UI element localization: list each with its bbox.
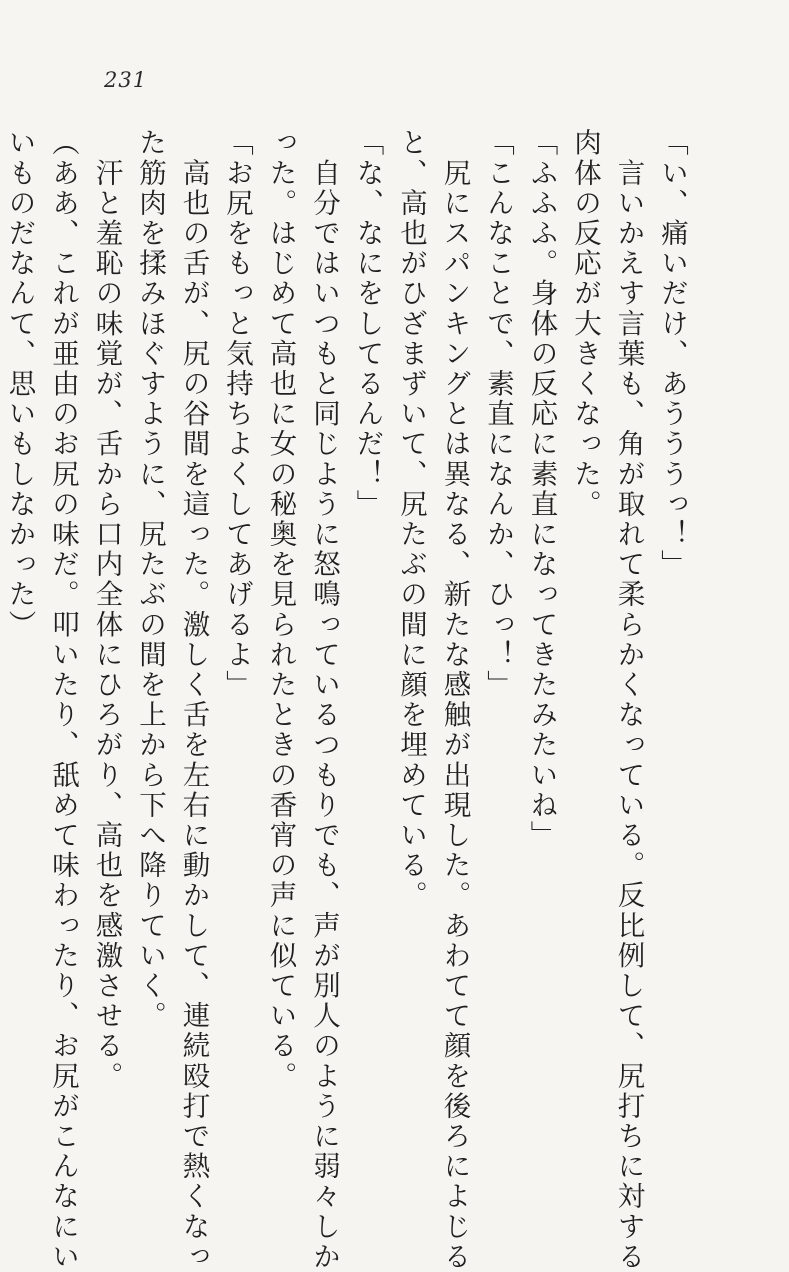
text-line: と、高也がひざまずいて、尻たぶの間に顔を埋めている。 (395, 128, 427, 911)
text-line: た筋肉を揉みほぐすように、尻たぶの間を上から下へ降りていく。 (134, 128, 166, 1031)
text-line: 「な、なにをしてるんだ！」 (351, 128, 384, 520)
text-line: 汗と羞恥の味覚が、舌から口内全体にひろがり、高也を感激させる。 (90, 128, 123, 1092)
text-line: 「い、痛いだけ、あうううっ！」 (656, 128, 688, 580)
text-line: 高也の舌が、尻の谷間を這った。激しく舌を左右に動かして、連続殴打で熱くなっ (177, 128, 210, 1272)
text-line: った。はじめて高也に女の秘奥を見られたときの香宵の声に似ている。 (264, 128, 297, 1092)
page-number: 231 (104, 68, 148, 92)
text-line: 尻にスパンキングとは異なる、新たな感触が出現した。あわてて顔を後ろによじる (438, 128, 471, 1272)
text-line: 「お尻をもっと気持ちよくしてあげるよ」 (221, 128, 253, 700)
text-line: 肉体の反応が大きくなった。 (569, 128, 601, 520)
text-line: 自分ではいつもと同じように怒鳴っているつもりでも、声が別人のように弱々しか (308, 128, 340, 1272)
text-line: いものだなんて、思いもしなかった） (3, 128, 36, 640)
text-line: （ああ、これが亜由のお尻の味だ。叩いたり、舐めて味わったり、お尻がこんなにい (47, 128, 79, 1272)
text-line: 言いかえす言葉も、角が取れて柔らかくなっている。反比例して、尻打ちに対する (612, 128, 645, 1272)
text-line: 「ふふふ。身体の反応に素直になってきたみたいね」 (525, 128, 558, 851)
text-line: 「こんなことで、素直になんか、ひっ！」 (482, 128, 514, 700)
body-text (0, 128, 693, 1272)
